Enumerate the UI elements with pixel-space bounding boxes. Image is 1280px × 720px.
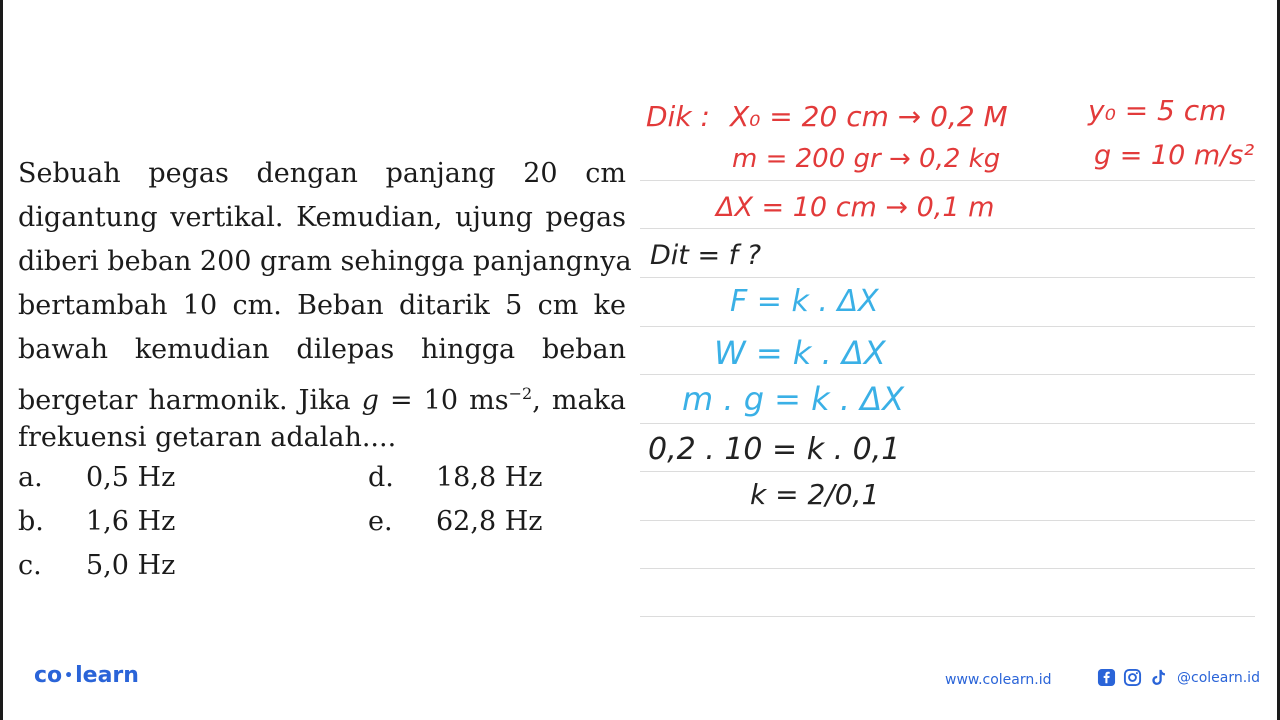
option-letter: b. xyxy=(18,506,44,537)
question-line-2: digantung vertikal. Kemudian, ujung pegas xyxy=(18,202,626,233)
note-delta-x: ΔX = 10 cm → 0,1 m xyxy=(716,192,995,223)
brand-dot: • xyxy=(64,668,74,684)
gravity-symbol: g xyxy=(361,385,379,416)
option-value: 0,5 Hz xyxy=(86,462,176,493)
brand-left: co xyxy=(34,663,63,688)
social-links xyxy=(1097,668,1260,687)
option-letter: c. xyxy=(18,550,42,581)
option-e[interactable] xyxy=(368,500,542,544)
ruled-line xyxy=(640,616,1255,617)
ruled-line xyxy=(640,423,1255,424)
option-a[interactable] xyxy=(18,456,175,500)
option-d[interactable] xyxy=(368,456,542,500)
question-line-7: frekuensi getaran adalah.... xyxy=(18,422,397,453)
option-letter: d. xyxy=(368,462,394,493)
ruled-line xyxy=(640,520,1255,521)
option-b[interactable] xyxy=(18,500,175,544)
social-handle[interactable]: @colearn.id xyxy=(1177,669,1260,686)
question-line-5: bawah kemudian dilepas hingga beban xyxy=(18,334,626,365)
question-line-6-start: bergetar harmonik. Jika xyxy=(18,385,351,416)
note-dit: Dit = f ? xyxy=(650,240,762,271)
tiktok-icon[interactable] xyxy=(1149,668,1168,687)
note-x0: X₀ = 20 cm → 0,2 M xyxy=(730,100,1008,133)
footer-url[interactable]: www.colearn.id xyxy=(945,672,1052,688)
question-line-6-end: , maka xyxy=(532,385,626,416)
work-substitution: 0,2 . 10 = k . 0,1 xyxy=(648,432,901,467)
option-value: 1,6 Hz xyxy=(86,506,176,537)
question-line-6 xyxy=(18,372,626,416)
work-k-result: k = 2/0,1 xyxy=(750,478,880,511)
ruled-line xyxy=(640,568,1255,569)
option-value: 62,8 Hz xyxy=(436,506,543,537)
formula-force: F = k . ΔX xyxy=(730,284,879,319)
ruled-line xyxy=(640,228,1255,229)
ruled-line xyxy=(640,471,1255,472)
note-y0: y₀ = 5 cm xyxy=(1088,94,1227,127)
option-value: 5,0 Hz xyxy=(86,550,176,581)
option-letter: e. xyxy=(368,506,393,537)
question-line-4: bertambah 10 cm. Beban ditarik 5 cm ke xyxy=(18,290,626,321)
note-gravity: g = 10 m/s² xyxy=(1094,140,1255,171)
frame-edge-left xyxy=(0,0,3,720)
gravity-exponent: −2 xyxy=(508,384,533,403)
ruled-line xyxy=(640,180,1255,181)
formula-weight: W = k . ΔX xyxy=(714,334,886,372)
ruled-line xyxy=(640,374,1255,375)
option-letter: a. xyxy=(18,462,43,493)
facebook-icon[interactable] xyxy=(1097,668,1116,687)
gravity-value: = 10 ms xyxy=(390,385,509,416)
option-c[interactable] xyxy=(18,544,175,588)
note-mass: m = 200 gr → 0,2 kg xyxy=(732,144,1001,174)
colearn-logo xyxy=(34,663,139,688)
ruled-line xyxy=(640,326,1255,327)
formula-mg: m . g = k . ΔX xyxy=(682,380,905,418)
question-text xyxy=(18,152,632,460)
note-dik-label: Dik : xyxy=(646,100,710,133)
question-line-1: Sebuah pegas dengan panjang 20 cm xyxy=(18,158,626,189)
question-line-3: diberi beban 200 gram sehingga panjangnya xyxy=(18,246,632,277)
instagram-icon[interactable] xyxy=(1123,668,1142,687)
brand-right: learn xyxy=(75,663,139,688)
option-value: 18,8 Hz xyxy=(436,462,543,493)
ruled-line xyxy=(640,277,1255,278)
